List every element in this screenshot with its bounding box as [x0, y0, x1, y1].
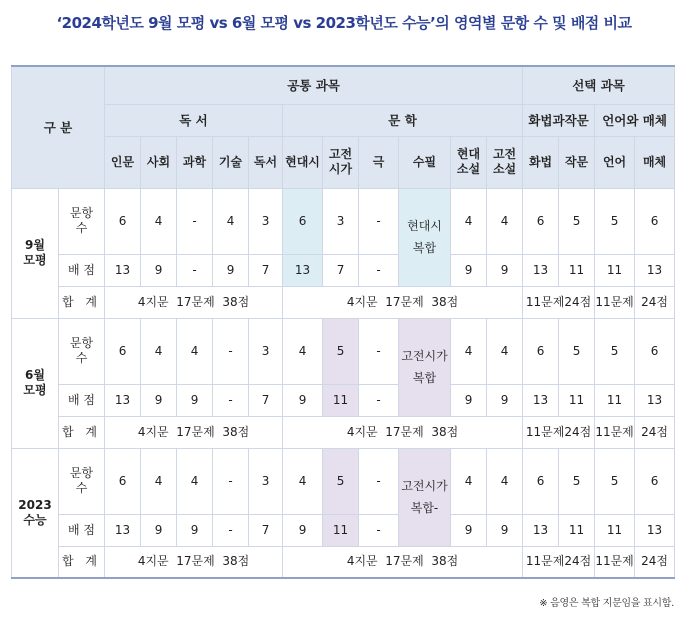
column-header: 현대 소설	[451, 136, 487, 188]
table-cell: 13	[105, 514, 141, 546]
table-cell: 13	[635, 384, 675, 416]
table-cell: 9	[283, 514, 323, 546]
table-cell: 6	[635, 448, 675, 514]
table-cell: 6	[105, 318, 141, 384]
table-cell: 4	[487, 188, 523, 254]
total-cell: 4지문 17문제 38점	[105, 546, 283, 578]
column-header: 사회	[141, 136, 177, 188]
table-cell: 4	[141, 318, 177, 384]
table-cell: 5	[323, 448, 359, 514]
table-cell: 9	[487, 254, 523, 286]
table-cell: 11	[559, 384, 595, 416]
table-cell: -	[213, 448, 249, 514]
table-cell: 6	[635, 188, 675, 254]
column-header: 과학	[177, 136, 213, 188]
table-cell: 7	[249, 384, 283, 416]
table-cell: -	[177, 188, 213, 254]
table-cell: 13	[283, 254, 323, 286]
row-label-total: 합 계	[59, 286, 105, 318]
table-cell: -	[359, 514, 399, 546]
table-cell: 6	[283, 188, 323, 254]
header-elective: 선택 과목	[523, 66, 675, 104]
table-cell: 4	[487, 318, 523, 384]
total-cell: 24점	[635, 416, 675, 448]
table-cell: 13	[635, 514, 675, 546]
total-cell: 4지문 17문제 38점	[283, 416, 523, 448]
table-cell: 7	[249, 514, 283, 546]
table-cell: 3	[249, 318, 283, 384]
table-cell: 3	[249, 448, 283, 514]
table-cell: -	[359, 188, 399, 254]
table-cell: 5	[595, 188, 635, 254]
table-cell: 6	[105, 188, 141, 254]
table-cell: 4	[451, 318, 487, 384]
row-label-total: 합 계	[59, 416, 105, 448]
column-header: 기술	[213, 136, 249, 188]
table-cell: 4	[283, 448, 323, 514]
column-header: 수필	[399, 136, 451, 188]
table-cell: 4	[141, 188, 177, 254]
table-cell: 6	[523, 188, 559, 254]
table-cell: 9	[283, 384, 323, 416]
row-label-count: 문항 수	[59, 448, 105, 514]
table-cell: -	[177, 254, 213, 286]
table-cell: -	[213, 384, 249, 416]
table-cell: 5	[559, 188, 595, 254]
header-literature: 문 학	[283, 104, 523, 136]
column-header: 언어	[595, 136, 635, 188]
total-cell: 4지문 17문제 38점	[105, 416, 283, 448]
table-cell: 6	[105, 448, 141, 514]
header-eoneo-maeche: 언어와 매체	[595, 104, 675, 136]
table-cell: -	[359, 318, 399, 384]
table-cell: -	[359, 448, 399, 514]
column-header: 화법	[523, 136, 559, 188]
column-header: 매체	[635, 136, 675, 188]
header-gubun: 구 분	[12, 66, 105, 188]
table-cell: 13	[523, 254, 559, 286]
total-cell: 11문제	[595, 546, 635, 578]
table-cell: -	[213, 318, 249, 384]
total-cell: 24점	[635, 546, 675, 578]
column-header: 고전 시가	[323, 136, 359, 188]
table-cell: 6	[523, 318, 559, 384]
header-reading: 독 서	[105, 104, 283, 136]
column-header: 고전 소설	[487, 136, 523, 188]
table-cell: 7	[323, 254, 359, 286]
table-cell: 4	[451, 448, 487, 514]
total-cell: 24점	[635, 286, 675, 318]
table-cell: 4	[213, 188, 249, 254]
total-cell: 11문제24점	[523, 416, 595, 448]
table-cell: 13	[105, 384, 141, 416]
column-header: 극	[359, 136, 399, 188]
merged-essay-cell: 고전시가 복합-	[399, 448, 451, 546]
row-label-points: 배 점	[59, 254, 105, 286]
table-cell: 11	[595, 514, 635, 546]
comparison-table	[11, 65, 675, 579]
table-cell: 13	[523, 514, 559, 546]
table-cell: -	[213, 514, 249, 546]
table-cell: 9	[451, 254, 487, 286]
table-cell: 13	[105, 254, 141, 286]
table-cell: 9	[451, 384, 487, 416]
table-cell: 4	[141, 448, 177, 514]
page-title: ‘2024학년도 9월 모평 vs 6월 모평 vs 2023학년도 수능’의 영역별 문항 수 및 배점 비교	[56, 14, 632, 32]
table-cell: 6	[635, 318, 675, 384]
table-cell: 9	[213, 254, 249, 286]
table-cell: 9	[451, 514, 487, 546]
row-label-points: 배 점	[59, 384, 105, 416]
table-cell: 9	[177, 514, 213, 546]
total-cell: 4지문 17문제 38점	[283, 286, 523, 318]
table-cell: 5	[559, 318, 595, 384]
block-label: 2023 수능	[12, 448, 59, 578]
table-cell: 5	[559, 448, 595, 514]
table-cell: 9	[141, 514, 177, 546]
merged-essay-cell: 현대시 복합	[399, 188, 451, 286]
table-cell: -	[359, 384, 399, 416]
column-header: 독서	[249, 136, 283, 188]
table-cell: 4	[451, 188, 487, 254]
table-cell: 3	[249, 188, 283, 254]
table-cell: 9	[487, 514, 523, 546]
table-cell: 9	[487, 384, 523, 416]
table-cell: 5	[323, 318, 359, 384]
row-label-count: 문항 수	[59, 318, 105, 384]
table-cell: 11	[559, 254, 595, 286]
total-cell: 11문제	[595, 416, 635, 448]
total-cell: 11문제24점	[523, 546, 595, 578]
column-header: 인문	[105, 136, 141, 188]
table-cell: -	[359, 254, 399, 286]
table-cell: 13	[523, 384, 559, 416]
header-hwabeop-jakmun: 화법과작문	[523, 104, 595, 136]
row-label-count: 문항 수	[59, 188, 105, 254]
table-cell: 9	[141, 254, 177, 286]
table-cell: 4	[177, 448, 213, 514]
table-cell: 4	[487, 448, 523, 514]
table-cell: 11	[323, 384, 359, 416]
footnote: ※ 음영은 복합 지문임을 표시함.	[539, 598, 674, 609]
table-cell: 9	[141, 384, 177, 416]
total-cell: 4지문 17문제 38점	[283, 546, 523, 578]
block-label: 9월 모평	[12, 188, 59, 318]
table-cell: 11	[559, 514, 595, 546]
table-cell: 11	[323, 514, 359, 546]
table-cell: 11	[595, 254, 635, 286]
total-cell: 4지문 17문제 38점	[105, 286, 283, 318]
table-cell: 5	[595, 448, 635, 514]
column-header: 작문	[559, 136, 595, 188]
table-cell: 4	[177, 318, 213, 384]
column-header: 현대시	[283, 136, 323, 188]
table-cell: 6	[523, 448, 559, 514]
table-cell: 9	[177, 384, 213, 416]
total-cell: 11문제24점	[523, 286, 595, 318]
merged-essay-cell: 고전시가 복합	[399, 318, 451, 416]
table-cell: 13	[635, 254, 675, 286]
block-label: 6월 모평	[12, 318, 59, 448]
header-common: 공통 과목	[105, 66, 523, 104]
table-cell: 4	[283, 318, 323, 384]
table-cell: 5	[595, 318, 635, 384]
table-cell: 7	[249, 254, 283, 286]
row-label-total: 합 계	[59, 546, 105, 578]
total-cell: 11문제	[595, 286, 635, 318]
row-label-points: 배 점	[59, 514, 105, 546]
table-cell: 11	[595, 384, 635, 416]
table-cell: 3	[323, 188, 359, 254]
